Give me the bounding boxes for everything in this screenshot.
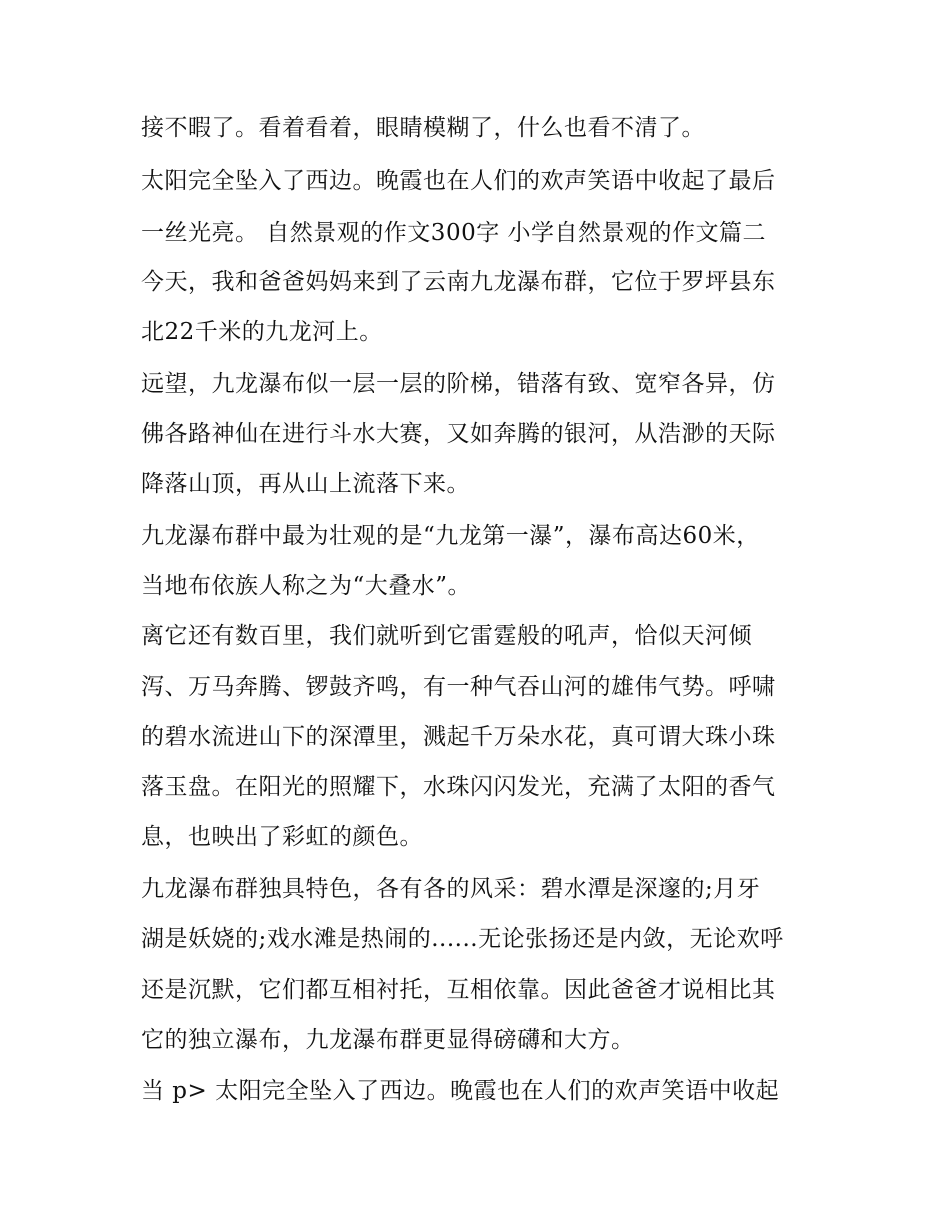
text-line: 离它还有数百里，我们就听到它雷霆般的吼声，恰似天河倾 <box>141 623 752 649</box>
text-line: 今天，我和爸爸妈妈来到了云南九龙瀑布群，它位于罗坪县东 <box>141 269 776 295</box>
text-line: 佛各路神仙在进行斗水大赛，又如奔腾的银河，从浩渺的天际 <box>141 421 776 447</box>
text-line: 的碧水流进山下的深潭里，溅起千万朵水花，真可谓大珠小珠 <box>141 724 776 750</box>
text-line: 一丝光亮。 自然景观的作文300字 小学自然景观的作文篇二 <box>141 220 767 246</box>
text-line: 九龙瀑布群独具特色，各有各的风采：碧水潭是深邃的;月牙 <box>141 876 761 902</box>
text-line: 降落山顶，再从山上流落下来。 <box>141 471 470 497</box>
text-line: 九龙瀑布群中最为壮观的是“九龙第一瀑”，瀑布高达60米， <box>141 523 760 549</box>
text-line: 当地布依族人称之为“大叠水”。 <box>141 573 472 599</box>
text-line: 它的独立瀑布，九龙瀑布群更显得磅礴和大方。 <box>141 1027 635 1053</box>
text-line: 湖是妖娆的;戏水滩是热闹的......无论张扬还是内敛，无论欢呼 <box>141 926 784 952</box>
text-line: 太阳完全坠入了西边。晚霞也在人们的欢声笑语中收起了最后 <box>141 168 776 194</box>
text-line: 远望，九龙瀑布似一层一层的阶梯，错落有致、宽窄各异，仿 <box>141 371 776 397</box>
text-line: 泻、万马奔腾、锣鼓齐鸣，有一种气吞山河的雄伟气势。呼啸 <box>141 674 776 700</box>
text-line: 接不暇了。看着看着，眼睛模糊了，什么也看不清了。 <box>141 115 705 141</box>
text-line: 息，也映出了彩虹的颜色。 <box>141 824 423 850</box>
text-line: 还是沉默，它们都互相衬托，互相依靠。因此爸爸才说相比其 <box>141 977 776 1003</box>
text-line: 落玉盘。在阳光的照耀下，水珠闪闪发光，充满了太阳的香气 <box>141 774 776 800</box>
text-line: 当 p> 太阳完全坠入了西边。晚霞也在人们的欢声笑语中收起 <box>141 1078 780 1104</box>
text-line: 北22千米的九龙河上。 <box>141 319 383 345</box>
